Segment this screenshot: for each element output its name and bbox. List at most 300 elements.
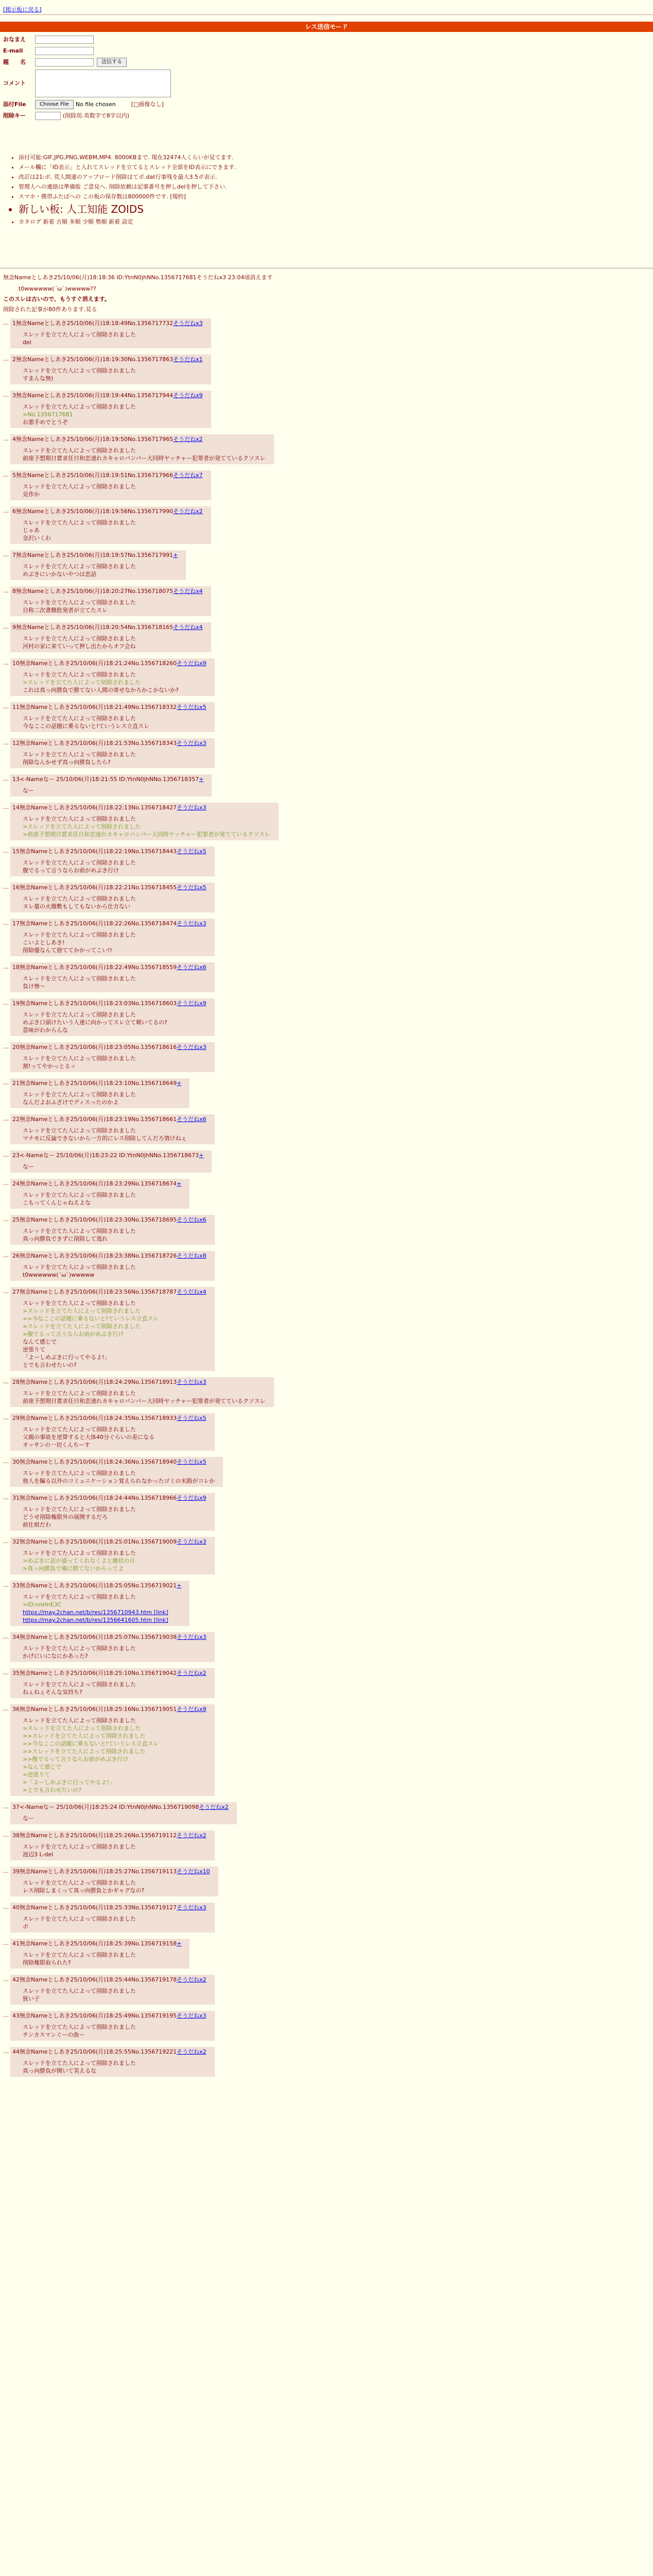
delkey-field[interactable] (35, 112, 61, 120)
reply-line: 見作か (23, 491, 40, 498)
sodane-button[interactable]: そうだねx8 (177, 1252, 207, 1259)
reply-header (12, 1252, 207, 1260)
reply (3, 1287, 650, 1377)
reply-number: 23 (12, 1152, 20, 1159)
reply-box (10, 1179, 190, 1209)
reply (3, 1078, 650, 1114)
reply-meta[interactable]: 無念Nameとしあき25/10/06(月)18:25:01No.1356719009 (20, 1538, 177, 1545)
reply-list (3, 318, 650, 2083)
reply-marker: … (3, 1180, 9, 1187)
reply-number: 16 (12, 884, 20, 891)
reply-meta[interactable]: 無念Nameとしあき25/10/06(月)18:19:30No.1356717863 (16, 356, 174, 363)
reply-meta[interactable]: <-Nameなー 25/10/06(月)18:23:22 ID:YtnN0jhNNo.1356718673 (20, 1152, 199, 1159)
reply-number: 26 (12, 1252, 20, 1259)
reply-header (12, 2048, 207, 2056)
reply-line: スレッドを立てた人によって削除されました (23, 1091, 136, 1098)
sodane-button[interactable]: そうだねx2 (177, 1976, 207, 1983)
reply-meta[interactable]: 無念Nameとしあき25/10/06(月)18:23:30No.1356718695 (20, 1216, 177, 1223)
reply-box (10, 1413, 215, 1451)
comment-label: コメント (3, 80, 26, 87)
reply-marker: … (3, 1288, 9, 1295)
reply-meta[interactable]: 無念Nameとしあき25/10/06(月)18:23:19No.1356718661 (20, 1116, 177, 1123)
sodane-button[interactable]: そうだねx7 (173, 472, 203, 479)
sodane-button[interactable]: + (199, 776, 204, 783)
quote-line: >スレッドを立てた人によって削除されました (23, 679, 141, 686)
reply-line: 負け惨〜 (23, 983, 45, 990)
sodane-button[interactable]: そうだねx5 (177, 704, 207, 710)
submit-button[interactable]: 送信する (97, 58, 127, 67)
reply-line: スレッドを立てた人によって削除されました (23, 751, 136, 758)
reply-meta[interactable]: 無念Nameとしあき25/10/06(月)18:24:29No.1356718913 (20, 1379, 177, 1385)
reply (3, 1215, 650, 1251)
reply-meta[interactable]: 無念Nameとしあき25/10/06(月)18:25:55No.1356719221 (20, 2048, 177, 2055)
notes-list (9, 152, 236, 227)
quote-line: >なんて感じで (23, 1764, 62, 1770)
reply-box (10, 506, 211, 544)
quote-line: >>スレッドを立てた人によって削除されました (23, 1748, 146, 1755)
reply-line: なんて感じで (23, 1338, 57, 1345)
reply-box (10, 1802, 237, 1824)
reply-line: 逆張りて (23, 1346, 45, 1353)
reply-line: じゃあ (23, 527, 40, 534)
reply-line: 「よーしめぶきに行ってやるよ!」 (23, 1354, 110, 1361)
reply-meta[interactable]: 無念Nameとしあき25/10/06(月)18:20:27No.1356718075 (16, 588, 174, 595)
reply-box (10, 1150, 212, 1173)
reply (3, 354, 650, 391)
reply-line: 意味がわからんな (23, 1027, 68, 1033)
reply-box (10, 2011, 215, 2041)
sodane-button[interactable]: そうだねx3 (173, 320, 203, 327)
thread (3, 273, 650, 2083)
reply (3, 1581, 650, 1632)
reply-meta[interactable]: 無念Nameとしあき25/10/06(月)18:25:16No.1356719051 (20, 1706, 177, 1713)
reply-text (23, 715, 207, 730)
reply-meta[interactable]: 無念Nameとしあき25/10/06(月)18:23:10No.1356718649 (20, 1080, 177, 1087)
reply-header (12, 507, 203, 516)
reply-meta[interactable]: <-Nameなー 25/10/06(月)18:21:55 ID:YtnN0jhNNo.1356718357 (20, 776, 199, 783)
reply-marker: … (3, 355, 9, 362)
reply-meta[interactable]: 無念Nameとしあき25/10/06(月)18:22:19No.1356718443 (20, 848, 177, 855)
reply-text (23, 519, 203, 542)
reply-meta[interactable]: 無念Nameとしあき25/10/06(月)18:19:51No.1356717966 (16, 472, 174, 479)
reply-marker: … (3, 1940, 9, 1946)
reply-line: del (23, 339, 31, 346)
reply-box (10, 738, 215, 768)
quote-line: >>スレッドを立てた人によって削除されました (23, 1733, 146, 1739)
sodane-button[interactable]: そうだねx6 (177, 1216, 207, 1223)
sodane-button[interactable]: そうだねx4 (173, 588, 203, 595)
reply-line: スレッドを立てた人によって削除されました (23, 331, 136, 338)
reply-header (12, 1458, 215, 1466)
reply-box (10, 702, 215, 732)
reply-meta[interactable]: 無念Nameとしあき25/10/06(月)18:24:35No.1356718933 (20, 1415, 177, 1421)
reply-meta[interactable]: 無念Nameとしあき25/10/06(月)18:25:27No.1356719113 (20, 1868, 177, 1875)
reply-header (12, 1669, 207, 1677)
email-label: E-mail (3, 47, 23, 54)
reply-number: 44 (12, 2048, 20, 2055)
new-boards-link[interactable]: • 新しい板: 人工知能 ZOIDS (19, 201, 236, 217)
reply-line: ボ (23, 1923, 28, 1930)
reply (3, 1867, 650, 1903)
reply (3, 622, 650, 658)
quote-line: >ID:nnHnE3C (23, 1601, 62, 1608)
sodane-button[interactable]: そうだねx9 (177, 1495, 207, 1501)
comment-field[interactable] (35, 70, 171, 97)
reply-marker: … (3, 920, 9, 926)
reply (3, 1831, 650, 1867)
no-file-checkbox-label[interactable]: [□画像なし] (131, 101, 164, 108)
reply-line: お悪手めでとうぞ (23, 419, 68, 426)
reply-marker: … (3, 471, 9, 478)
reply (3, 1975, 650, 2011)
reply-line: スレッドを立てた人によって削除されました (23, 975, 136, 982)
sodane-button[interactable]: そうだねx2 (177, 1832, 207, 1839)
reply-line: スレッドを立てた人によって削除されました (23, 1228, 136, 1234)
reply-marker: … (3, 739, 9, 746)
sodane-button[interactable]: そうだねx9 (177, 1000, 207, 1007)
sodane-button[interactable]: そうだねx2 (173, 436, 203, 443)
reply-line: 削除優なんて捨ててかかってこい!! (23, 947, 112, 954)
reply-text (23, 975, 207, 990)
reply-meta[interactable]: 無念Nameとしあき25/10/06(月)18:23:03No.1356718603 (20, 1000, 177, 1007)
quote-line: >スレッドを立てた人によって削除されました (23, 1308, 141, 1314)
sodane-button[interactable]: そうだねx3 (177, 804, 207, 811)
sodane-button[interactable]: そうだねx3 (177, 1044, 207, 1050)
reply-marker: … (3, 1252, 9, 1259)
reply-header (12, 659, 207, 668)
reply-marker: … (3, 659, 9, 666)
reply-number: 7 (12, 552, 16, 558)
reply-number: 3 (12, 392, 16, 399)
catalog-nav[interactable]: • カタログ 新着 古順 多順 少順 勢順 新着 設定 (19, 217, 236, 227)
reply-header (12, 963, 207, 972)
reply-meta[interactable]: 無念Nameとしあき25/10/06(月)18:23:56No.1356718787 (20, 1289, 177, 1295)
reply-marker: … (3, 435, 9, 442)
reply-text (23, 1987, 207, 2003)
reply-marker: … (3, 587, 9, 594)
reply (3, 1413, 650, 1457)
reply-meta[interactable]: 無念Nameとしあき25/10/06(月)18:25:26No.1356719112 (20, 1832, 177, 1839)
reply (3, 1042, 650, 1078)
reply-header (12, 804, 270, 812)
reply-box (10, 1867, 218, 1896)
reply (3, 1632, 650, 1668)
sodane-button[interactable]: + (177, 1940, 182, 1947)
choose-file-button[interactable]: Choose File (35, 100, 74, 109)
reply-line: スレッドを立てた人によって削除されました (23, 1506, 136, 1513)
reply (3, 962, 650, 998)
reply-number: 31 (12, 1495, 20, 1501)
reply-box (10, 1581, 190, 1626)
reply-marker: … (3, 1216, 9, 1223)
reply-line: スレッドを立てた人によって削除されました (23, 1843, 136, 1850)
reply-number: 37 (12, 1804, 20, 1810)
quote-line: >めぶきに話が盛ってくれなくよと慶状の月 (23, 1557, 135, 1564)
sodane-button[interactable]: そうだねx10 (177, 1868, 210, 1875)
reply-number: 41 (12, 1940, 20, 1947)
reply (3, 2011, 650, 2047)
reply-line: スレッドを立てた人によって削除されました (23, 715, 136, 722)
reply-meta[interactable]: 無念Nameとしあき25/10/06(月)18:19:57No.1356717991 (16, 552, 174, 558)
quote-line: >逆張りて (23, 1771, 50, 1778)
reply (3, 550, 650, 586)
reply-meta[interactable]: 無念Nameとしあき25/10/06(月)18:18:49No.1356717732 (16, 320, 174, 327)
reply-marker: … (3, 1976, 9, 1982)
reply (3, 434, 650, 470)
reply-line: オッサンの一切くんちーす (23, 1442, 90, 1448)
reply-box (10, 1939, 190, 1969)
sodane-button[interactable]: そうだねx2 (177, 1670, 207, 1676)
reply-box (10, 354, 211, 384)
sodane-button[interactable]: + (199, 1152, 204, 1159)
reply-line: スレッドを立てた人によって削除されました (23, 1264, 136, 1270)
reply-meta[interactable]: 無念Nameとしあき25/10/06(月)18:19:50No.1356717965 (16, 436, 174, 443)
email-field[interactable] (35, 47, 94, 55)
sodane-button[interactable]: そうだねx9 (173, 392, 203, 399)
reply-meta[interactable]: 無念Nameとしあき25/10/06(月)18:22:49No.1356718559 (20, 964, 177, 971)
sodane-button[interactable]: そうだねx5 (177, 884, 207, 891)
reply-header (12, 392, 203, 400)
sodane-button[interactable]: そうだねx2 (173, 508, 203, 515)
reply-marker: … (3, 1705, 9, 1712)
reply-marker: … (3, 1494, 9, 1501)
reply-line: なー (23, 787, 34, 794)
reply-meta[interactable]: 無念Nameとしあき25/10/06(月)18:25:10No.1356719042 (20, 1670, 177, 1676)
reply-meta[interactable]: 無念Nameとしあき25/10/06(月)18:22:21No.1356718455 (20, 884, 177, 891)
reply (3, 2047, 650, 2083)
quote-line: >スレッドを立てた人によって削除されました (23, 1725, 141, 1732)
note-item: • スマホ・携帯ふたばへの この板の保存数は800000件です. [規約] (19, 192, 236, 201)
sodane-button[interactable]: そうだねx3 (177, 1634, 207, 1640)
reply-line: スレッドを立てた人によって削除されました (23, 1426, 136, 1433)
divider (0, 14, 653, 15)
reply-marker: … (3, 1079, 9, 1086)
sodane-button[interactable]: そうだねx6 (177, 964, 207, 971)
reply-line: 他人を騙る以外のコミュニケーション覚えられなかったゴミの末路がコレか (23, 1478, 215, 1484)
reply-text (23, 859, 207, 874)
reply-number: 22 (12, 1116, 20, 1123)
reply-box (10, 1251, 215, 1281)
sodane-button[interactable]: そうだねx5 (177, 1415, 207, 1421)
reply (3, 318, 650, 354)
reply-number: 15 (12, 848, 20, 855)
sodane-button[interactable]: そうだねx1 (173, 356, 203, 363)
reply-meta[interactable]: 無念Nameとしあき25/10/06(月)18:23:38No.1356718726 (20, 1252, 177, 1259)
reply-text (23, 367, 203, 382)
reply-box (10, 962, 215, 992)
back-to-board-link[interactable] (3, 6, 42, 13)
reply-marker: … (3, 1904, 9, 1910)
reply-header (12, 1115, 207, 1124)
reply-line: 自称二次書籍批発者が立てたスレ (23, 607, 108, 614)
sodane-button[interactable]: そうだねx3 (177, 1538, 207, 1545)
reply-text (23, 671, 207, 694)
reply-meta[interactable]: 無念Nameとしあき25/10/06(月)18:25:33No.1356719127 (20, 1904, 177, 1911)
reply-header (12, 1705, 207, 1714)
quote-line: >腹でるって言うならお前がめぶき行け (23, 1331, 124, 1337)
reply (3, 1179, 650, 1215)
reply-text (23, 1299, 207, 1369)
name-field[interactable] (35, 36, 94, 44)
reply-link[interactable]: https://may.2chan.net/b/res/1356641605.htm [link] (23, 1617, 168, 1623)
reply-meta[interactable]: 無念Nameとしあき25/10/06(月)18:20:54No.1356718165 (16, 624, 174, 631)
reply-meta[interactable]: 無念Nameとしあき25/10/06(月)18:25:49No.1356719195 (20, 2012, 177, 2019)
reply-line: スレッドを立てた人によって削除されました (23, 403, 136, 410)
reply-header (12, 1043, 207, 1052)
file-label: 添付File (3, 101, 26, 108)
reply-text (23, 1163, 203, 1171)
reply-meta[interactable]: 無念Nameとしあき25/10/06(月)18:21:24No.1356718260 (20, 660, 177, 667)
sodane-button[interactable]: そうだねx3 (177, 920, 207, 927)
reply-number: 18 (12, 964, 20, 971)
reply-box (10, 1903, 215, 1933)
reply-marker: … (3, 1151, 9, 1158)
reply-link[interactable]: https://may.2chan.net/b/res/1356710943.htm [link] (23, 1609, 168, 1616)
reply-marker: … (3, 1115, 9, 1122)
reply-line: 今なここの話題に乗るないと!ていうレス立直スレ (23, 723, 150, 730)
sodane-button[interactable]: そうだねx4 (177, 1289, 207, 1295)
sodane-button[interactable]: そうだねx2 (177, 2048, 207, 2055)
reply-number: 24 (12, 1180, 20, 1187)
reply-line: スレッドを立てた人によって削除されました (23, 1470, 136, 1477)
reply-box (10, 1632, 215, 1662)
reply-number: 36 (12, 1706, 20, 1713)
reply-meta[interactable]: 無念Nameとしあき25/10/06(月)18:24:44No.1356718966 (20, 1495, 177, 1501)
reply-meta[interactable]: 無念Nameとしあき25/10/06(月)18:23:29No.1356718674 (20, 1180, 177, 1187)
reply-box (10, 1457, 223, 1487)
reply-text (23, 895, 207, 910)
reply-box (10, 318, 211, 348)
reply-text (23, 1469, 215, 1485)
reply-number: 43 (12, 2012, 20, 2019)
sodane-button[interactable]: + (173, 552, 178, 558)
reply-meta[interactable]: 無念Nameとしあき25/10/06(月)18:22:13No.1356718427 (20, 804, 177, 811)
sodane-button[interactable]: そうだねx3 (177, 740, 207, 747)
sodane-button[interactable]: そうだねx2 (199, 1804, 229, 1810)
reply-line: スレッドを立てた人によって削除されました (23, 1390, 136, 1397)
quote-line: >スレッドを立てた人によって削除されました (23, 1323, 141, 1330)
reply (3, 774, 650, 803)
reply-marker: … (3, 804, 9, 810)
reply-header (12, 1494, 207, 1502)
reply-meta[interactable]: 無念Nameとしあき25/10/06(月)18:23:05No.1356718616 (20, 1044, 177, 1050)
reply-header (12, 435, 266, 444)
sodane-button[interactable]: そうだねx6 (177, 1116, 207, 1123)
reply-meta[interactable]: 無念Nameとしあき25/10/06(月)18:25:05No.1356719021 (20, 1582, 177, 1589)
reply-line: 河村の家に来ていって押し出たからオフ会ね (23, 643, 136, 650)
reply (3, 919, 650, 962)
reply-box (10, 1215, 215, 1245)
reply-text (23, 1879, 210, 1894)
sodane-button[interactable]: + (177, 1180, 182, 1187)
reply-number: 17 (12, 920, 20, 927)
reply-number: 30 (12, 1459, 20, 1465)
reply-number: 25 (12, 1216, 20, 1223)
reply-number: 5 (12, 472, 16, 479)
reply-meta[interactable]: 無念Nameとしあき25/10/06(月)18:19:44No.1356717944 (16, 392, 174, 399)
reply-box (10, 1975, 215, 2005)
old-thread-warning: このスレは古いので、もうすぐ消えます。 (3, 296, 110, 302)
back-link[interactable]: [掲示板に戻る] (3, 6, 42, 13)
reply-line: スレッドを立てた人によって削除されました (23, 563, 136, 570)
reply-header (12, 319, 203, 328)
sodane-button[interactable]: そうだねx3 (177, 2012, 207, 2019)
reply-header (12, 1582, 181, 1590)
sodane-button[interactable]: + (177, 1582, 182, 1589)
reply-header (12, 1538, 207, 1546)
sodane-button[interactable]: そうだねx5 (177, 848, 207, 855)
reply-text (23, 815, 270, 838)
reply-meta[interactable]: <-Nameなー 25/10/06(月)18:25:24 ID:YtnN0jhNNo.1356719098 (20, 1804, 199, 1810)
sodane-button[interactable]: そうだねx9 (177, 1706, 207, 1713)
reply-number: 29 (12, 1415, 20, 1421)
reply-number: 34 (12, 1634, 20, 1640)
reply-number: 10 (12, 660, 20, 667)
reply-marker: … (3, 319, 9, 326)
reply-meta[interactable]: 無念Nameとしあき25/10/06(月)18:19:56No.1356717990 (16, 508, 174, 515)
reply-text (23, 1717, 207, 1794)
reply-marker: … (3, 623, 9, 630)
sodane-button[interactable]: そうだねx5 (177, 1459, 207, 1465)
reply-line: スレッドを立てた人によって削除されました (23, 1300, 136, 1307)
reply-number: 28 (12, 1379, 20, 1385)
sodane-button[interactable]: そうだねx3 (177, 1379, 207, 1385)
reply-box (10, 586, 211, 616)
reply-marker: … (3, 775, 9, 782)
reply-header (12, 1868, 210, 1876)
sodane-button[interactable]: そうだねx4 (173, 624, 203, 631)
reply-box (10, 1287, 215, 1371)
reply-line: 金沢いくわ (23, 535, 51, 541)
reply-meta[interactable]: 無念Nameとしあき25/10/06(月)18:25:07No.1356719038 (20, 1634, 177, 1640)
reply-text (23, 1951, 181, 1967)
sodane-button[interactable]: そうだねx3 (177, 1904, 207, 1911)
reply-line: すまんな無) (23, 375, 54, 382)
reply (3, 1150, 650, 1179)
reply-header (12, 1940, 181, 1948)
reply-meta[interactable]: 無念Nameとしあき25/10/06(月)18:24:36No.1356718940 (20, 1459, 177, 1465)
deleted-count-link[interactable]: 削除された記事が80件あります.見る (3, 306, 97, 313)
sodane-button[interactable]: そうだねx9 (177, 660, 207, 667)
reply-header (12, 471, 203, 480)
reply-box (10, 1704, 215, 1796)
reply-box (10, 883, 215, 912)
reply-number: 1 (12, 320, 16, 327)
reply-line: スレッドを立てた人によって削除されました (23, 519, 136, 526)
reply-marker: … (3, 1043, 9, 1050)
reply-meta[interactable]: 無念Nameとしあき25/10/06(月)18:22:26No.1356718474 (20, 920, 177, 927)
sodane-button[interactable]: + (177, 1080, 182, 1087)
quote-line: >>今なここの話題に乗るないと!ていうレス立直スレ (23, 1315, 159, 1322)
reply-meta[interactable]: 無念Nameとしあき25/10/06(月)18:25:39No.1356719158 (20, 1940, 177, 1947)
reply-meta[interactable]: 無念Nameとしあき25/10/06(月)18:25:44No.1356719178 (20, 1976, 177, 1983)
reply-text (23, 635, 203, 650)
reply-text (23, 331, 203, 346)
reply-header (12, 1633, 207, 1641)
quote-line: >>腹でるって言うならお前がめぶき行け (23, 1756, 129, 1762)
reply-meta[interactable]: 無念Nameとしあき25/10/06(月)18:21:49No.1356718332 (20, 704, 177, 710)
reply-header (12, 920, 207, 928)
reply-meta[interactable]: 無念Nameとしあき25/10/06(月)18:21:53No.1356718343 (20, 740, 177, 747)
reply-number: 11 (12, 704, 20, 710)
reply-marker: … (3, 2012, 9, 2019)
reply-box (10, 1377, 274, 1407)
reply-box (10, 919, 215, 956)
quote-line: >>今なここの話題に乗るないと!ていうレス立直スレ (23, 1740, 159, 1747)
reply-marker: … (3, 392, 9, 398)
subject-field[interactable] (35, 58, 94, 66)
reply-line: スレッドを立てた人によって削除されました (23, 483, 136, 490)
